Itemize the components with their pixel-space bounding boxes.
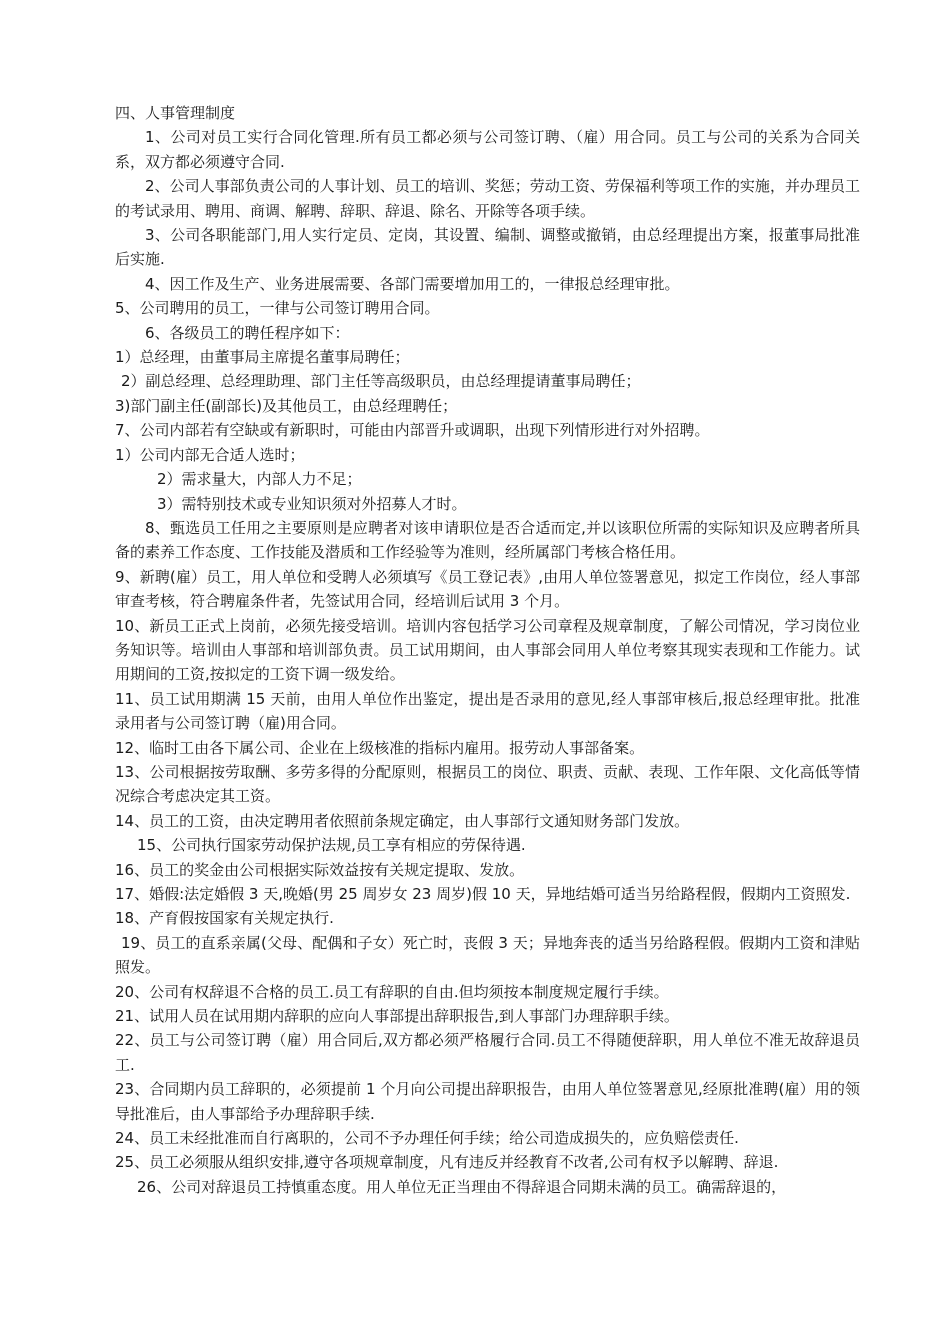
paragraph: 17、婚假:法定婚假 3 天,晚婚(男 25 周岁女 23 周岁)假 10 天，异地结婚可适当另给路程假，假期内工资照发. [115,885,851,903]
paragraph: 13、公司根据按劳取酬、多劳多得的分配原则，根据员工的岗位、职责、贡献、表现、工作年限、文化高低等情况综合考虑决定其工资。 [115,762,860,806]
paragraph: 20、公司有权辞退不合格的员工.员工有辞职的自由.但均须按本制度规定履行手续。 [115,982,669,1001]
paragraph: 9、新聘(雇）员工，用人单位和受聘人必须填写《员工登记表》,由用人单位签署意见，拟定工作岗位，经人事部审查考核，符合聘雇条件者，先签试用合同，经培训后试用 3 个月。 [115,567,860,611]
paragraph: 4、因工作及生产、业务进展需要、各部门需要增加用工的，一律报总经理审批。 [145,274,680,293]
paragraph: 1）总经理，由董事局主席提名董事局聘任； [115,348,410,367]
paragraph: 12、临时工由各下属公司、企业在上级核准的指标内雇用。报劳动人事部备案。 [115,738,645,757]
paragraph: 1、公司对员工实行合同化管理.所有员工都必须与公司签订聘、（雇）用合同。员工与公司的关系为合同关系，双方都必须遵守合同. [115,128,860,171]
paragraph: 8、甄选员工任用之主要原则是应聘者对该申请职位是否合适而定,并以该职位所需的实际知识及应聘者所具备的素养工作态度、工作技能及潜质和工作经验等为准则，经所属部门考核合格任用。 [115,518,860,562]
paragraph: 2）副总经理、总经理助理、部门主任等高级职员，由总经理提请董事局聘任； [121,372,641,391]
paragraph: 15、公司执行国家劳动保护法规,员工享有相应的劳保待遇. [137,836,526,855]
paragraph: 22、员工与公司签订聘（雇）用合同后,双方都必须严格履行合同.员工不得随便辞职，用人单位不准无故辞退员工. [115,1031,860,1074]
paragraph: 16、员工的奖金由公司根据实际效益按有关规定提取、发放。 [115,860,525,879]
document-body [115,101,860,1199]
paragraph: 14、员工的工资，由决定聘用者依照前条规定确定，由人事部行文通知财务部门发放。 [115,811,690,830]
paragraph: 26、公司对辞退员工持慎重态度。用人单位无正当理由不得辞退合同期未满的员工。确需辞退的， [137,1177,787,1196]
paragraph: 19、员工的直系亲属(父母、配偶和子女）死亡时，丧假 3 天；异地奔丧的适当另给路程假。假期内工资和津贴照发。 [115,933,860,977]
paragraph: 10、新员工正式上岗前，必须先接受培训。培训内容包括学习公司章程及规章制度，了解公司情况，学习岗位业务知识等。培训由人事部和培训部负责。员工试用期间，由人事部会同用人单位考察其现实表现和工作能力。试用期间的工资,按拟定的工资下调一级发给。 [115,616,860,684]
paragraph: 24、员工未经批准而自行离职的，公司不予办理任何手续；给公司造成损失的，应负赔偿责任. [115,1129,739,1148]
paragraph: 2、公司人事部负责公司的人事计划、员工的培训、奖惩；劳动工资、劳保福利等项工作的实施，并办理员工的考试录用、聘用、商调、解聘、辞职、辞退、除名、开除等各项手续。 [115,177,860,220]
paragraph: 11、员工试用期满 15 天前，由用人单位作出鉴定，提出是否录用的意见,经人事部审核后,报总经理审批。批准录用者与公司签订聘（雇)用合同。 [115,689,860,733]
paragraph: 3、公司各职能部门,用人实行定员、定岗，其设置、编制、调整或撤销，由总经理提出方案，报董事局批准后实施. [115,226,860,269]
paragraph: 18、产育假按国家有关规定执行. [115,909,334,928]
paragraph: 5、公司聘用的员工，一律与公司签订聘用合同。 [115,299,440,318]
paragraph: 2）需求量大，内部人力不足； [157,470,362,489]
paragraph: 7、公司内部若有空缺或有新职时，可能由内部晋升或调职，出现下列情形进行对外招聘。 [115,421,710,440]
paragraph: 21、试用人员在试用期内辞职的应向人事部提出辞职报告,到人事部门办理辞职手续。 [115,1007,679,1026]
paragraph: 1）公司内部无合适人选时； [115,445,305,464]
paragraph: 6、各级员工的聘任程序如下： [145,323,350,342]
paragraph: 25、员工必须服从组织安排,遵守各项规章制度，凡有违反并经教育不改者,公司有权予以解聘、辞退. [115,1153,779,1172]
paragraph: 3)部门副主任(副部长)及其他员工，由总经理聘任； [115,396,458,415]
paragraph: 23、合同期内员工辞职的，必须提前 1 个月向公司提出辞职报告，由用人单位签署意见,经原批准聘(雇）用的领导批准后，由人事部给予办理辞职手续. [115,1080,860,1123]
paragraph: 3）需特别技术或专业知识须对外招募人才时。 [157,494,467,513]
section-heading: 四、人事管理制度 [115,104,236,122]
